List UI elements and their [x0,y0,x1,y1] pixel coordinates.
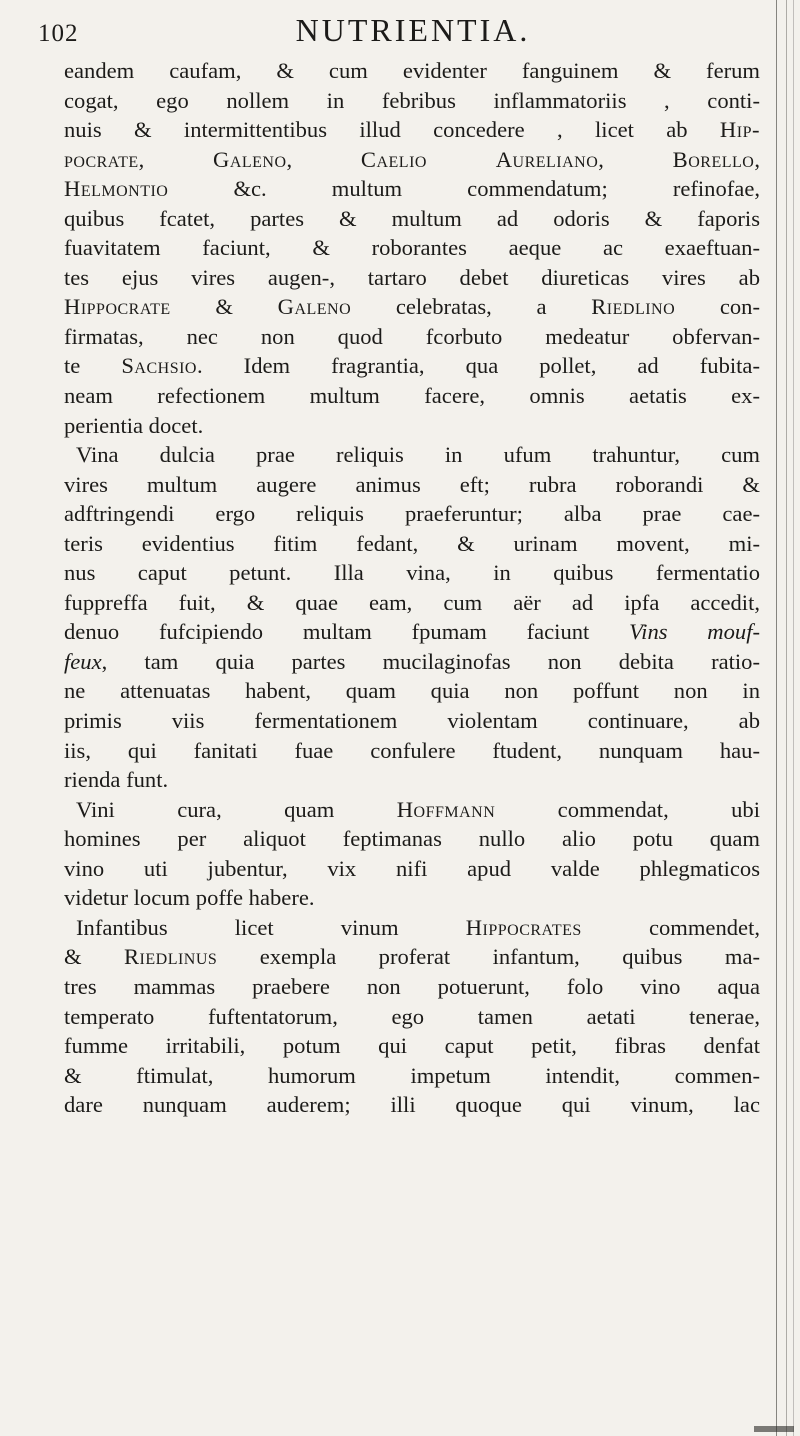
text-line: cogat, ego nollem in febribus inflammatoriis , conti- [64,87,760,113]
text-line: nuis & intermittentibus illud concedere , licet ab Hip- [64,117,760,143]
text-line: Vina dulcia prae reliquis in ufum trahuntur, cum [76,442,760,468]
text-line: neam refectionem multum facere, omnis aetatis ex- [64,383,760,409]
text-line: primis viis fermentationem violentam continuare, ab [64,708,760,734]
text-line: nus caput petunt. Illa vina, in quibus fermentatio [64,560,760,586]
text-line: eandem caufam, & cum evidenter fanguinem & ferum [64,58,760,83]
text-line: Infantibus licet vinum Hippocrates commendet, [76,914,761,940]
text-line: adftringendi ergo reliquis praeferuntur; alba prae cae- [64,501,760,527]
text-line: temperato fuftentatorum, ego tamen aetati tenerae, [64,1003,760,1029]
text-line: teris evidentius fitim fedant, & urinam movent, mi- [64,530,760,556]
page-header [38,12,758,52]
page-edge-line [793,0,794,1436]
text-line: vires multum augere animus eft; rubra roborandi & [64,471,760,497]
text-line: te Sachsio. Idem fragrantia, qua pollet, ad fubita- [64,353,760,379]
text-line: fumme irritabili, potum qui caput petit, fibras denfat [64,1033,760,1059]
text-line: tres mammas praebere non potuerunt, folo vino aqua [64,973,760,999]
text-line: dare nunquam auderem; illi quoque qui vinum, lac [64,1092,760,1118]
text-line: homines per aliquot feptimanas nullo alio potu quam [64,826,760,852]
text-line: & Riedlinus exempla proferat infantum, quibus ma- [64,944,760,970]
text-line: Helmontio &c. multum commendatum; refinofae, [64,176,760,202]
corner-mark [754,1426,794,1432]
text-line: denuo fufcipiendo multam fpumam faciunt Vins mouf- [64,619,760,645]
text-line: videtur locum poffe habere. [64,885,315,911]
page-number: 102 [38,20,79,47]
text-line: iis, qui fanitati fuae confulere ftudent, nunquam hau- [64,737,760,763]
text-line: feux, tam quia partes mucilaginofas non debita ratio- [64,648,760,674]
text-line: fuppreffa fuit, & quae eam, cum aër ad ipfa accedit, [64,589,760,615]
text-line: perientia docet. [64,412,204,438]
page-edge-line [786,0,787,1436]
text-line: fuavitatem faciunt, & roborantes aeque ac exaeftuan- [64,235,760,261]
body-text [64,56,760,1120]
text-line: ne attenuatas habent, quam quia non poffunt non in [64,678,760,704]
text-line: Hippocrate & Galeno celebratas, a Riedlino con- [64,294,761,320]
text-line: rienda funt. [64,767,169,793]
text-line: pocrate, Galeno, Caelio Aureliano, Borello, [64,146,760,172]
text-line: tes ejus vires augen-, tartaro debet diureticas vires ab [64,264,760,290]
running-head: NUTRIENTIA. [295,12,531,48]
text-line: & ftimulat, humorum impetum intendit, commen- [64,1062,760,1088]
text-line: Vini cura, quam Hoffmann commendat, ubi [76,796,760,822]
page-edge-line [776,0,777,1436]
text-line: vino uti jubentur, vix nifi apud valde phlegmaticos [64,855,760,881]
text-line: quibus fcatet, partes & multum ad odoris & faporis [64,205,760,231]
text-line: firmatas, nec non quod fcorbuto medeatur obfervan- [64,323,760,349]
